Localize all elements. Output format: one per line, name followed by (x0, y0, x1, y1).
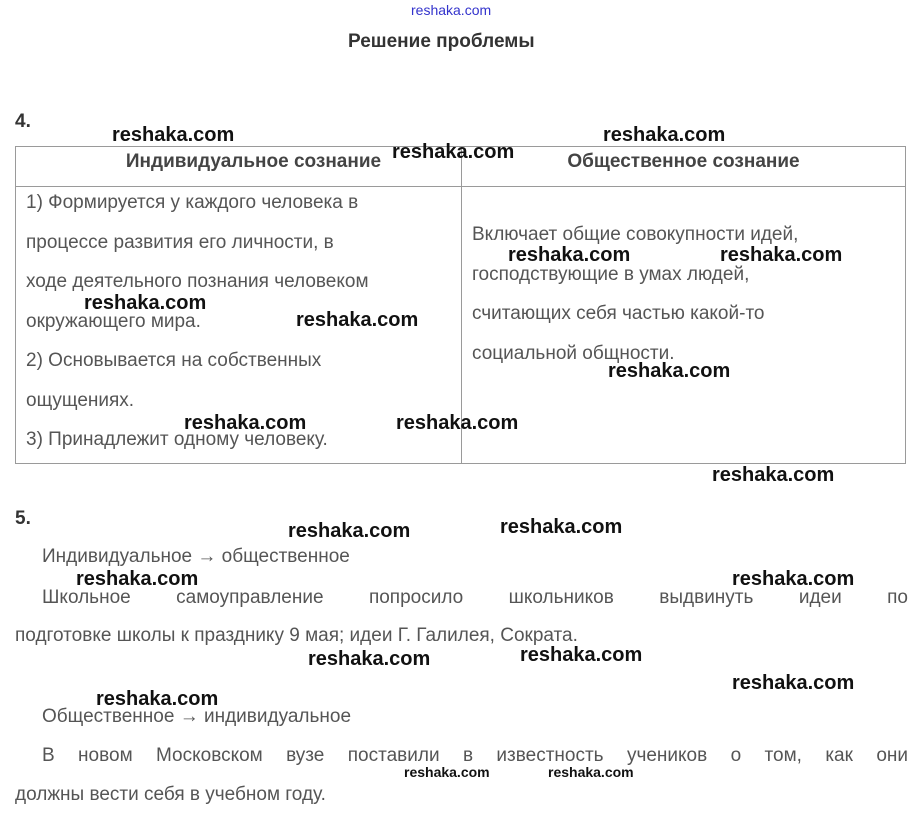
watermark: reshaka.com (96, 688, 219, 710)
watermark: reshaka.com (608, 360, 731, 382)
site-link[interactable]: reshaka.com (411, 2, 492, 18)
page-title: Решение проблемы (348, 31, 535, 52)
watermark: reshaka.com (548, 764, 634, 780)
paragraph-1-line-2: подготовке школы к празднику 9 мая; идеи Г. Галилея, Сократа. (15, 625, 578, 646)
question-5-number: 5. (15, 508, 31, 529)
heading-social-to-individual: Общественное → индивидуальное (42, 706, 352, 727)
table-header-social: Общественное сознание (567, 151, 800, 172)
cell-line: Включает общие совокупности идей, (472, 224, 799, 245)
cell-line: окружающего мира. (26, 310, 201, 332)
watermark: reshaka.com (396, 412, 519, 434)
watermark: reshaka.com (392, 141, 515, 163)
table-cell-social (472, 215, 798, 373)
cell-line: социальной общности. (472, 342, 675, 364)
watermark: reshaka.com (76, 568, 199, 590)
watermark: reshaka.com (603, 124, 726, 146)
watermark: reshaka.com (184, 412, 307, 434)
watermark: reshaka.com (404, 764, 490, 780)
watermark: reshaka.com (520, 644, 643, 666)
watermark: reshaka.com (720, 244, 843, 266)
cell-line: считающих себя частью какой-то (472, 303, 765, 324)
table-header-individual: Индивидуальное сознание (125, 151, 382, 172)
heading-individual-to-social: Индивидуальное → общественное (42, 546, 350, 567)
paragraph-2-line-2: должны вести себя в учебном году. (15, 784, 326, 805)
watermark: reshaka.com (84, 292, 207, 314)
paragraph-1-line-1: Школьное самоуправление попросило школьников выдвинуть идеи по (42, 587, 908, 608)
cell-line: ходе деятельного познания человеком (26, 271, 369, 292)
watermark: reshaka.com (308, 648, 431, 670)
watermark: reshaka.com (508, 244, 631, 266)
watermark: reshaka.com (296, 309, 419, 331)
cell-line: ощущениях. (26, 389, 135, 411)
cell-line: 2) Основывается на собственных (26, 350, 322, 371)
watermark: reshaka.com (112, 124, 235, 146)
cell-line: процессе развития его личности, в (26, 231, 334, 253)
watermark: reshaka.com (732, 672, 855, 694)
cell-line: 3) Принадлежит одному человеку. (26, 429, 328, 450)
watermark: reshaka.com (500, 516, 623, 538)
paragraph-2-line-1: В новом Московском вузе поставили в известность учеников о том, как они (42, 745, 908, 766)
watermark: reshaka.com (732, 568, 855, 590)
watermark: reshaka.com (288, 520, 411, 542)
cell-line: 1) Формируется у каждого человека в (26, 192, 359, 213)
cell-line: господствующие в умах людей, (472, 263, 750, 285)
question-4-number: 4. (15, 111, 31, 132)
watermark: reshaka.com (712, 464, 835, 486)
